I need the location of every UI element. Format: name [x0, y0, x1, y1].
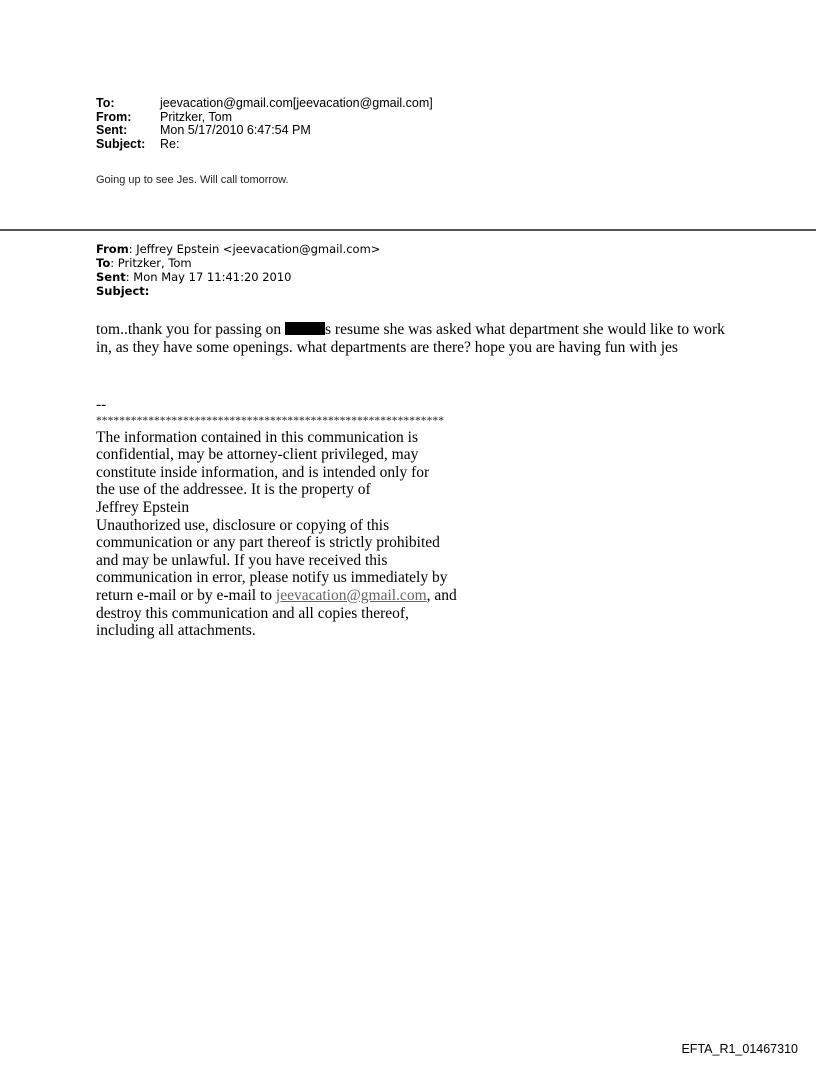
sent-value: Mon 5/17/2010 6:47:54 PM: [160, 123, 311, 137]
from-row: [96, 111, 433, 125]
disclaimer-line: Unauthorized use, disclosure or copying of this: [96, 516, 390, 534]
to-value: jeevacation@gmail.com[jeevacation@gmail.com]: [160, 96, 433, 110]
document-id: EFTA_R1_01467310: [681, 1042, 798, 1056]
disclaimer-email-line: [96, 587, 457, 605]
disclaimer-line: The information contained in this communication is: [96, 428, 418, 446]
fwd-to-value: : Pritzker, Tom: [110, 256, 192, 270]
reply-body: Going up to see Jes. Will call tomorrow.: [96, 174, 289, 186]
email-prefix: return e-mail or by e-mail to: [96, 586, 276, 604]
divider: [0, 229, 816, 231]
subject-label: Subject:: [96, 136, 146, 151]
disclaimer-line: and may be unlawful. If you have received this: [96, 551, 388, 569]
disclaimer-line: constitute inside information, and is intended only for: [96, 463, 430, 481]
signature: [96, 396, 457, 640]
email-link[interactable]: jeevacation@gmail.com: [275, 586, 427, 604]
sent-label: Sent:: [96, 123, 128, 137]
fwd-to-label: To: [96, 256, 111, 270]
email-header: [96, 97, 433, 151]
disclaimer-line: communication in error, please notify us immediately by: [96, 569, 448, 587]
disclaimer-line: confidential, may be attorney-client privileged, may: [96, 446, 419, 464]
to-label: To:: [96, 96, 115, 110]
fwd-subject-label: Subject: [96, 284, 145, 298]
fwd-from-value: : Jeffrey Epstein <jeevacation@gmail.com>: [128, 242, 381, 256]
redaction-block: [285, 322, 325, 335]
disclaimer-line: Jeffrey Epstein: [96, 498, 190, 516]
to-row: [96, 97, 433, 111]
email-suffix: , and: [426, 586, 457, 604]
from-value: Pritzker, Tom: [160, 109, 233, 124]
message-body: [96, 321, 736, 356]
disclaimer-line: communication or any part thereof is strictly prohibited: [96, 534, 440, 552]
fwd-sent-row: [96, 270, 380, 284]
signature-dashes: --: [96, 396, 107, 413]
subject-value: Re:: [160, 136, 180, 151]
from-label: From:: [96, 109, 132, 124]
fwd-sent-value: : Mon May 17 11:41:20 2010: [125, 270, 292, 284]
signature-stars: ************************************************************: [96, 414, 444, 427]
sent-row: [96, 124, 433, 138]
disclaimer-line: the use of the addressee. It is the property of: [96, 481, 371, 499]
disclaimer-line: including all attachments.: [96, 622, 256, 640]
message-part2: s resume she was asked what department she would like to work in, as they have some openings. what departments are there? hope you are having fun with jes: [96, 321, 725, 356]
message-part1: tom..thank you for passing on: [96, 321, 285, 338]
fwd-sent-label: Sent: [96, 270, 126, 284]
forwarded-header: [96, 242, 380, 298]
disclaimer-line: destroy this communication and all copies thereof,: [96, 604, 409, 622]
fwd-to-row: [96, 256, 380, 270]
fwd-from-label: From: [96, 242, 129, 256]
fwd-subject-row: [96, 284, 380, 298]
fwd-from-row: [96, 242, 380, 256]
subject-row: [96, 138, 433, 152]
fwd-subject-value: :: [144, 284, 150, 298]
